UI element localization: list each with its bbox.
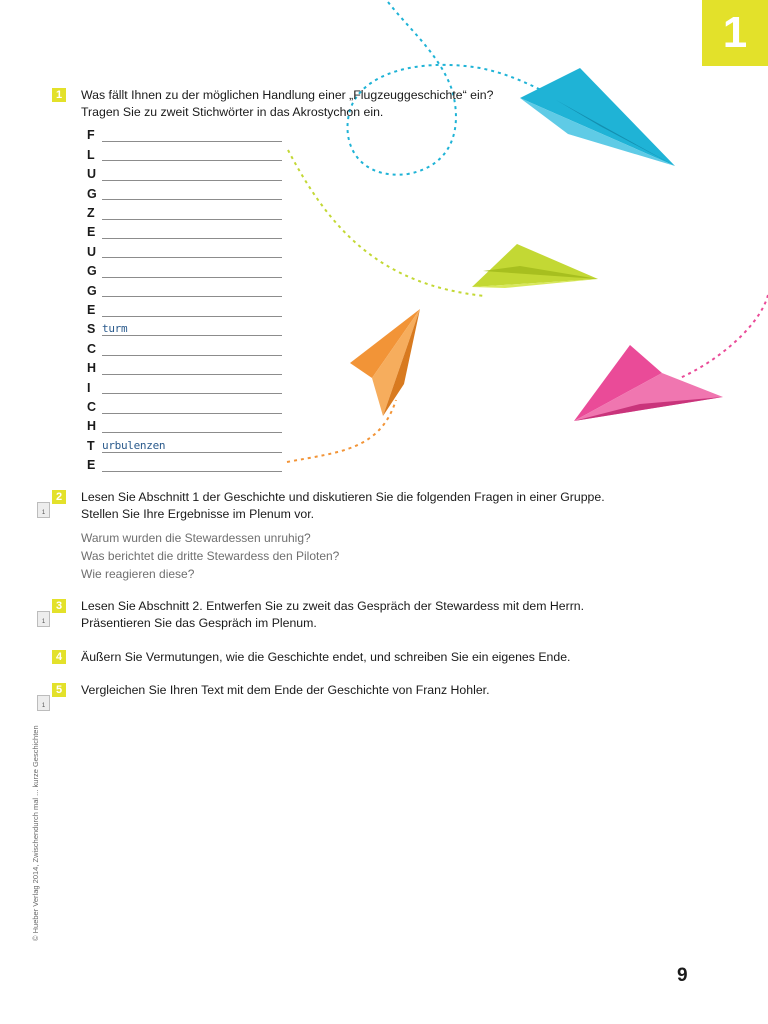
exercise-number: 4 bbox=[52, 650, 66, 664]
flight-path-pink bbox=[680, 295, 768, 378]
acrostic-letter: I bbox=[87, 381, 91, 395]
chapter-tab: 1 bbox=[702, 0, 768, 66]
acrostic-answer-line[interactable] bbox=[102, 219, 282, 220]
exercise-1-line-2: Tragen Sie zu zweit Stichwörter in das Akrostychon ein. bbox=[81, 105, 384, 119]
exercise-number: 2 bbox=[52, 490, 66, 504]
acrostic-letter: L bbox=[87, 148, 95, 162]
acrostic-letter: G bbox=[87, 284, 97, 298]
copyright-notice: © Hueber Verlag 2014, Zwischendurch mal ... kurze Geschichten bbox=[31, 725, 40, 941]
green-paper-plane-icon bbox=[472, 244, 598, 288]
acrostic-answer-line[interactable] bbox=[102, 355, 282, 356]
acrostic-answer-line[interactable] bbox=[102, 160, 282, 161]
exercise-1-instruction bbox=[81, 87, 601, 121]
acrostic-answer-line[interactable] bbox=[102, 141, 282, 142]
acrostic-answer-line[interactable] bbox=[102, 199, 282, 200]
discussion-question: Warum wurden die Stewardessen unruhig? bbox=[81, 531, 311, 545]
acrostic-letter: S bbox=[87, 322, 96, 336]
exercise-number: 3 bbox=[52, 599, 66, 613]
exercise-number: 5 bbox=[52, 683, 66, 697]
exercise-3-instruction bbox=[81, 598, 641, 632]
cd-track-icon: 1 bbox=[37, 611, 50, 627]
acrostic-letter: E bbox=[87, 458, 96, 472]
exercise-4-instruction: Äußern Sie Vermutungen, wie die Geschichte endet, und schreiben Sie ein eigenes Ende. bbox=[81, 650, 571, 664]
handwritten-entry: urbulenzen bbox=[102, 439, 166, 452]
exercise-3-line-2: Präsentieren Sie das Gespräch im Plenum. bbox=[81, 616, 317, 630]
acrostic-answer-line[interactable] bbox=[102, 296, 282, 297]
exercise-2-line-2: Stellen Sie Ihre Ergebnisse im Plenum vor. bbox=[81, 507, 315, 521]
acrostic-answer-line[interactable] bbox=[102, 452, 282, 453]
page-number: 9 bbox=[677, 965, 688, 986]
acrostic-letter: G bbox=[87, 264, 97, 278]
acrostic-letter: F bbox=[87, 128, 95, 142]
acrostic-answer-line[interactable] bbox=[102, 316, 282, 317]
acrostic-letter: C bbox=[87, 342, 97, 356]
exercise-2-line-1: Lesen Sie Abschnitt 1 der Geschichte und diskutieren Sie die folgenden Fragen in einer Gruppe. bbox=[81, 490, 605, 504]
acrostic-letter: C bbox=[87, 400, 97, 414]
acrostic-answer-line[interactable] bbox=[102, 374, 282, 375]
acrostic-letter: H bbox=[87, 361, 97, 375]
discussion-question: Wie reagieren diese? bbox=[81, 567, 195, 581]
acrostic-answer-line[interactable] bbox=[102, 257, 282, 258]
handwritten-entry: turm bbox=[102, 322, 128, 335]
cd-track-icon: 1 bbox=[37, 502, 50, 518]
orange-paper-plane-icon bbox=[350, 309, 420, 416]
acrostic-letter: E bbox=[87, 225, 96, 239]
acrostic-answer-line[interactable] bbox=[102, 471, 282, 472]
acrostic-answer-line[interactable] bbox=[102, 413, 282, 414]
acrostic-letter: G bbox=[87, 187, 97, 201]
acrostic-letter: U bbox=[87, 245, 97, 259]
acrostic-answer-line[interactable] bbox=[102, 180, 282, 181]
acrostic-answer-line[interactable] bbox=[102, 432, 282, 433]
acrostic-letter: E bbox=[87, 303, 96, 317]
acrostic-answer-line[interactable] bbox=[102, 238, 282, 239]
exercise-5-instruction: Vergleichen Sie Ihren Text mit dem Ende der Geschichte von Franz Hohler. bbox=[81, 683, 490, 697]
acrostic-letter: H bbox=[87, 419, 97, 433]
flight-path-orange bbox=[287, 400, 396, 462]
discussion-question: Was berichtet die dritte Stewardess den Piloten? bbox=[81, 549, 340, 563]
acrostic-letter: U bbox=[87, 167, 97, 181]
flight-path-green bbox=[288, 150, 485, 296]
pink-paper-plane-icon bbox=[574, 345, 723, 421]
acrostic-letter: T bbox=[87, 439, 95, 453]
exercise-number: 1 bbox=[52, 88, 66, 102]
acrostic-answer-line[interactable] bbox=[102, 277, 282, 278]
cd-track-icon: 1 bbox=[37, 695, 50, 711]
exercise-1-line-1: Was fällt Ihnen zu der möglichen Handlung einer „Flugzeuggeschichte“ ein? bbox=[81, 88, 494, 102]
acrostic-letter: Z bbox=[87, 206, 95, 220]
exercise-2-instruction bbox=[81, 489, 641, 523]
acrostic-answer-line[interactable] bbox=[102, 335, 282, 336]
acrostic-answer-line[interactable] bbox=[102, 393, 282, 394]
exercise-3-line-1: Lesen Sie Abschnitt 2. Entwerfen Sie zu zweit das Gespräch der Stewardess mit dem Herrn. bbox=[81, 599, 585, 613]
